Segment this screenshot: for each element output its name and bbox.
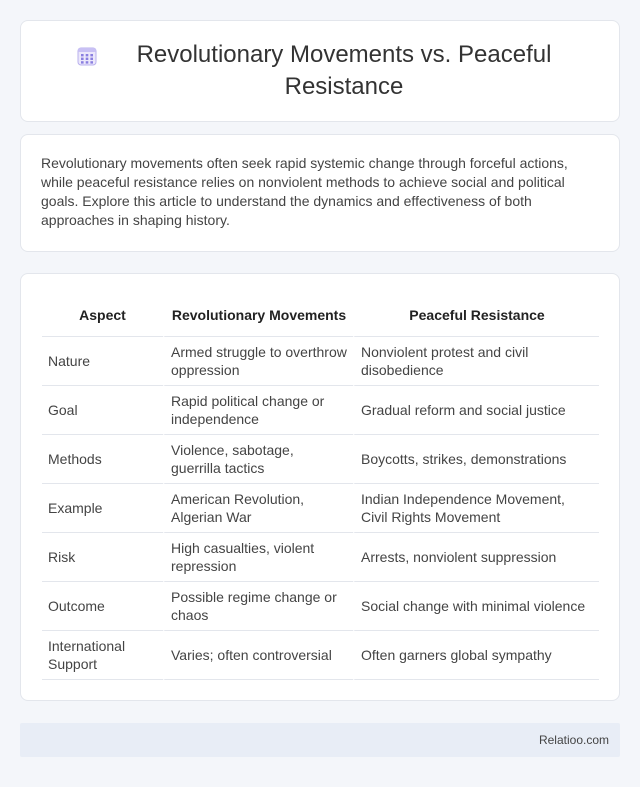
table-row (42, 582, 599, 631)
row-peaceful: Arrests, nonviolent suppression (353, 533, 599, 582)
header-revolutionary: Revolutionary Movements (163, 294, 353, 337)
title-card (20, 20, 620, 122)
row-revolutionary: High casualties, violent repression (163, 533, 353, 582)
header-peaceful: Peaceful Resistance (353, 294, 599, 337)
row-peaceful: Nonviolent protest and civil disobedience (353, 337, 599, 386)
intro-paragraph: Revolutionary movements often seek rapid systemic change through forceful actions, while peaceful resistance relies on nonviolent methods to achieve social and political goals. Explore this article to understand the dynamics and effectiveness of both approaches in shaping history. (41, 155, 568, 228)
comparison-table-card (20, 273, 620, 701)
row-revolutionary: Varies; often controversial (163, 631, 353, 680)
intro-card (20, 134, 620, 252)
row-revolutionary: Rapid political change or independence (163, 386, 353, 435)
row-aspect: Example (42, 484, 163, 533)
footer (20, 723, 620, 757)
table-row (42, 484, 599, 533)
row-revolutionary: Armed struggle to overthrow oppression (163, 337, 353, 386)
row-aspect: International Support (42, 631, 163, 680)
row-peaceful: Indian Independence Movement, Civil Rights Movement (353, 484, 599, 533)
row-revolutionary: Possible regime change or chaos (163, 582, 353, 631)
row-peaceful: Boycotts, strikes, demonstrations (353, 435, 599, 484)
row-peaceful: Often garners global sympathy (353, 631, 599, 680)
title-wrap (76, 39, 564, 103)
row-aspect: Risk (42, 533, 163, 582)
row-revolutionary: American Revolution, Algerian War (163, 484, 353, 533)
row-aspect: Methods (42, 435, 163, 484)
page-title: Revolutionary Movements vs. Peaceful Resistance (136, 41, 552, 100)
table-header-row (42, 294, 599, 337)
row-aspect: Outcome (42, 582, 163, 631)
row-revolutionary: Violence, sabotage, guerrilla tactics (163, 435, 353, 484)
table-row (42, 337, 599, 386)
table-row (42, 386, 599, 435)
table-row (42, 533, 599, 582)
row-peaceful: Gradual reform and social justice (353, 386, 599, 435)
table-row (42, 631, 599, 680)
row-peaceful: Social change with minimal violence (353, 582, 599, 631)
comparison-table (42, 294, 599, 680)
row-aspect: Goal (42, 386, 163, 435)
table-row (42, 435, 599, 484)
calendar-grid-icon (76, 45, 98, 67)
row-aspect: Nature (42, 337, 163, 386)
footer-site-link[interactable]: Relatioo.com (538, 733, 609, 747)
header-aspect: Aspect (42, 294, 163, 337)
